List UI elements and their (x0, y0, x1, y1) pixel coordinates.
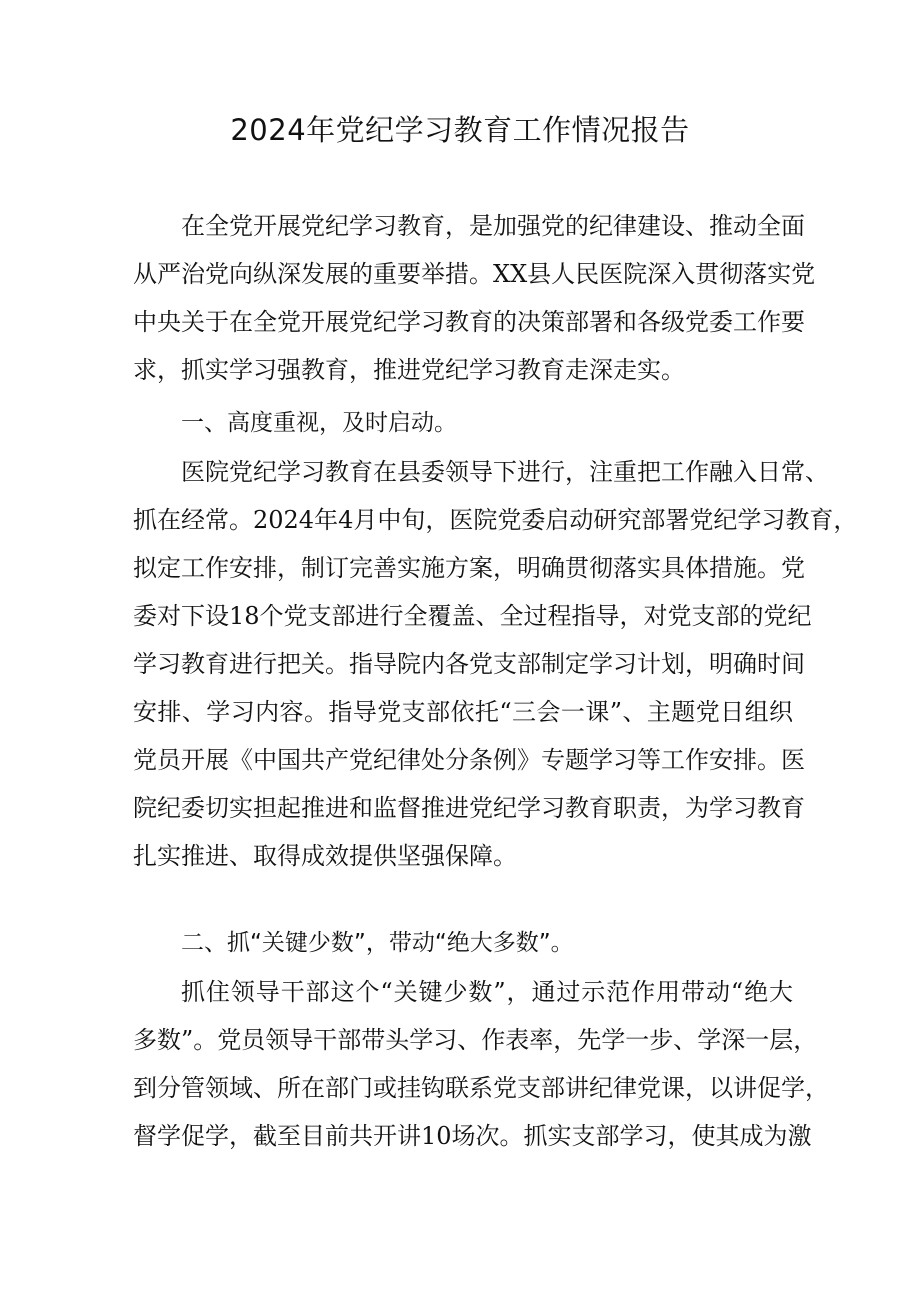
paragraph-line: 院纪委切实担起推进和监督推进党纪学习教育职责，为学习教育 (133, 794, 805, 822)
paragraph-line: 拟定工作安排，制订完善实施方案，明确贯彻落实具体措施。党 (133, 554, 805, 582)
section-heading: 二、抓“关键少数”，带动“绝大多数”。 (181, 930, 574, 956)
paragraph-line: 扎实推进、取得成效提供坚强保障。 (133, 842, 517, 870)
paragraph-line: 从严治党向纵深发展的重要举措。XX县人民医院深入贯彻落实党 (133, 260, 816, 288)
paragraph-line: 到分管领域、所在部门或挂钩联系党支部讲纪律党课，以讲促学， (133, 1074, 829, 1102)
paragraph-line: 求，抓实学习强教育，推进党纪学习教育走深走实。 (133, 356, 685, 384)
paragraph-line: 学习教育进行把关。指导院内各党支部制定学习计划，明确时间 (133, 650, 805, 678)
paragraph-line: 抓住领导干部这个“关键少数”，通过示范作用带动“绝大 (181, 978, 793, 1006)
paragraph-line: 委对下设18个党支部进行全覆盖、全过程指导，对党支部的党纪 (133, 602, 812, 630)
paragraph-line: 多数”。党员领导干部带头学习、作表率，先学一步、学深一层， (133, 1026, 818, 1054)
paragraph-line: 中央关于在全党开展党纪学习教育的决策部署和各级党委工作要 (133, 308, 805, 336)
paragraph-line: 安排、学习内容。指导党支部依托“三会一课”、主题党日组织 (133, 698, 793, 726)
paragraph-line: 医院党纪学习教育在县委领导下进行，注重把工作融入日常、 (181, 458, 829, 486)
paragraph-line: 党员开展《中国共产党纪律处分条例》专题学习等工作安排。医 (133, 746, 805, 774)
section-heading: 一、高度重视，及时启动。 (181, 410, 457, 436)
paragraph-line: 抓在经常。2024年4月中旬，医院党委启动研究部署党纪学习教育， (133, 506, 858, 534)
paragraph-line: 督学促学，截至目前共开讲10场次。抓实支部学习，使其成为激 (133, 1122, 812, 1150)
document-title: 2024年党纪学习教育工作情况报告 (230, 113, 690, 147)
paragraph-line: 在全党开展党纪学习教育，是加强党的纪律建设、推动全面 (181, 212, 805, 240)
